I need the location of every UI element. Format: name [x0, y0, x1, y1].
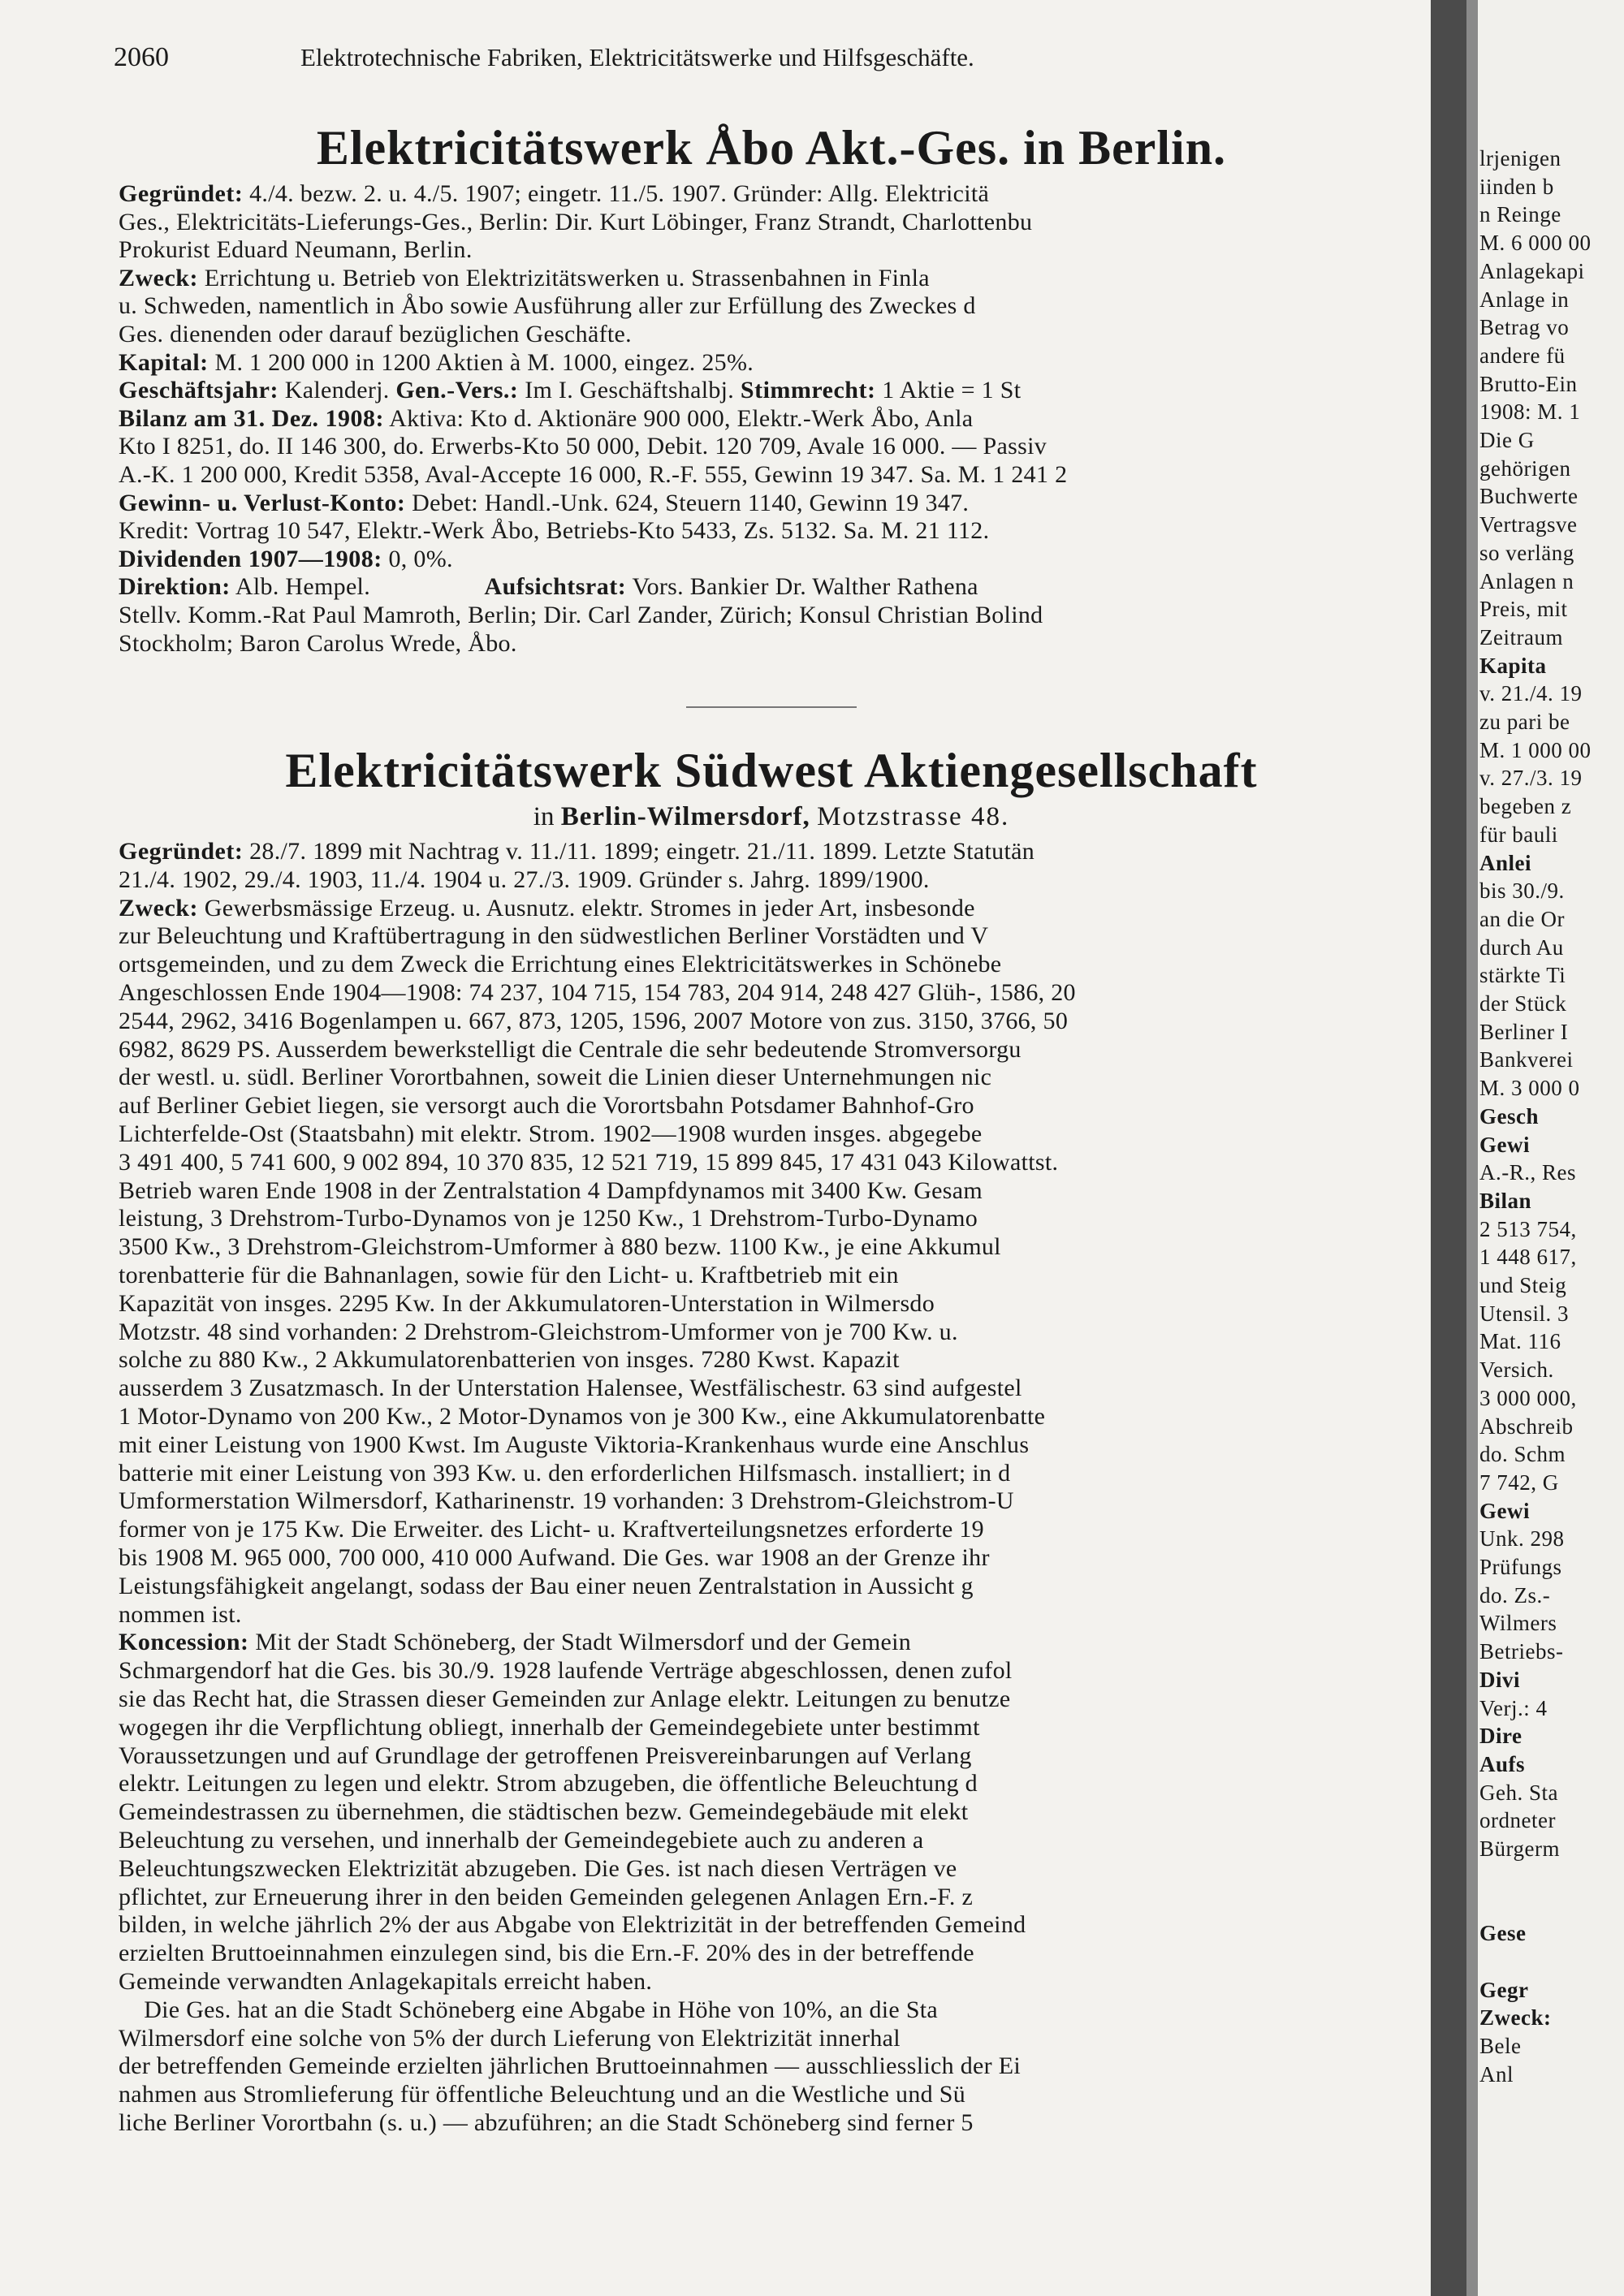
- text-line: [119, 1431, 1029, 1459]
- article-2-title: Elektricitätswerk Südwest Aktiengesellschaft: [285, 744, 1258, 797]
- text-line: [119, 1120, 983, 1148]
- field-text: former von je 175 Kw. Die Erweiter. des Licht- u. Kraftverteilungsnetzes erforderte 19: [119, 1516, 984, 1543]
- text-line: [119, 517, 989, 545]
- field-text: nahmen aus Stromlieferung für öffentliche Beleuchtung und an die Westliche und Sü: [119, 2081, 966, 2108]
- adjacent-page-line: M. 3 000 0: [1479, 1076, 1580, 1101]
- field-text: Kto I 8251, do. II 146 300, do. Erwerbs-Kto 50 000, Debit. 120 709, Avale 16 000. — Passiv: [119, 433, 1047, 460]
- text-line: [119, 377, 1021, 404]
- field-text: Kapazität von insges. 2295 Kw. In der Akkumulatoren-Unterstation in Wilmersdo: [119, 1289, 935, 1317]
- adjacent-page-line: Buchwerte: [1479, 484, 1579, 509]
- adjacent-page-line: bis 30./9.: [1479, 878, 1565, 904]
- adjacent-page-line: Bilan: [1479, 1188, 1532, 1213]
- adjacent-page-line: do. Schm: [1479, 1442, 1566, 1467]
- field-text: Umformerstation Wilmersdorf, Katharinenstr. 19 vorhanden: 3 Drehstrom-Gleichstrom-U: [119, 1487, 1014, 1515]
- adjacent-page-line: stärkte Ti: [1479, 963, 1566, 988]
- text-line: [119, 1460, 1010, 1487]
- adjacent-page-line: Zeitraum: [1479, 624, 1563, 650]
- adjacent-page-line: Anlagen n: [1479, 568, 1574, 593]
- adjacent-page-line: Berliner I: [1479, 1019, 1569, 1044]
- text-line: [119, 1770, 978, 1798]
- adjacent-page-line: Versich.: [1479, 1357, 1554, 1383]
- field-text: bis 1908 M. 965 000, 700 000, 410 000 Aufwand. Die Ges. war 1908 an der Grenze ihr: [119, 1544, 990, 1571]
- field-text: Stockholm; Baron Carolus Wrede, Åbo.: [119, 629, 517, 657]
- text-line: [119, 236, 473, 264]
- field-text: batterie mit einer Leistung von 393 Kw. u. den erforderlichen Hilfsmasch. installiert; in d: [119, 1459, 1011, 1487]
- running-head-title: Elektrotechnische Fabriken, Elektricitätswerke und Hilfsgeschäfte.: [300, 43, 974, 71]
- field-text: mit einer Leistung von 1900 Kwst. Im Auguste Viktoria-Krankenhaus wurde eine Anschlus: [119, 1431, 1030, 1458]
- text-line: [119, 1601, 242, 1629]
- text-line: [119, 349, 754, 377]
- text-line: [119, 2052, 1021, 2080]
- adjacent-page-line: Zweck:: [1479, 2005, 1552, 2031]
- field-text: bilden, in welche jährlich 2% der aus Abgabe von Elektrizität in der betreffenden Gemeind: [119, 1911, 1026, 1939]
- field-label: Gegründet:: [119, 838, 244, 865]
- field-text: Kredit: Vortrag 10 547, Elektr.-Werk Åbo, Betriebs-Kto 5433, Zs. 5132. Sa. M. 21 112.: [119, 517, 990, 545]
- text-line: [119, 1968, 652, 1996]
- adjacent-page-line: v. 21./4. 19: [1479, 681, 1583, 706]
- text-line: [119, 1008, 1068, 1035]
- article-2-subtitle: [114, 802, 1429, 832]
- field-text: 3 491 400, 5 741 600, 9 002 894, 10 370 835, 12 521 719, 15 899 845, 17 431 043 Kilowattst.: [119, 1148, 1059, 1176]
- adjacent-page-line: Gewi: [1479, 1498, 1530, 1523]
- adjacent-page-line: iinden b: [1479, 174, 1554, 199]
- adjacent-page-line: begeben z: [1479, 794, 1572, 819]
- adjacent-page-line: und Steig: [1479, 1273, 1567, 1297]
- adjacent-page-line: 1908: M. 1: [1479, 399, 1581, 425]
- adjacent-page-line: Die G: [1479, 428, 1535, 452]
- adjacent-page-line: Betrag vo: [1479, 315, 1570, 340]
- field-text: Wilmersdorf eine solche von 5% der durch Lieferung von Elektrizität innerhal: [119, 2024, 901, 2052]
- adjacent-page-line: 2 513 754,: [1479, 1216, 1577, 1241]
- adjacent-page-line: 7 742, G: [1479, 1470, 1559, 1495]
- text-line: [119, 1036, 1021, 1064]
- field-text: sie das Recht hat, die Strassen dieser Gemeinden zur Anlage elektr. Leitungen zu benutze: [119, 1685, 1011, 1712]
- subtitle-prefix: in: [533, 802, 555, 831]
- adjacent-page-line: M. 6 000 00: [1479, 231, 1592, 256]
- text-line: [119, 180, 989, 208]
- field-text: 3500 Kw., 3 Drehstrom-Gleichstrom-Umformer à 880 bezw. 1100 Kw., je eine Akkumul: [119, 1233, 1001, 1261]
- text-line: [119, 1911, 1026, 1939]
- adjacent-page-line: 3 000 000,: [1479, 1385, 1577, 1410]
- text-line: [119, 895, 975, 922]
- field-text: 21./4. 1902, 29./4. 1903, 11./4. 1904 u. 27./3. 1909. Gründer s. Jahrg. 1899/1900.: [119, 865, 930, 893]
- field-text: Gemeindestrassen zu übernehmen, die städtischen bezw. Gemeindegebäude mit elekt: [119, 1798, 969, 1826]
- text-line: [119, 1855, 957, 1883]
- field-text: Schmargendorf hat die Ges. bis 30./9. 1928 laufende Verträge abgeschlossen, denen zufol: [119, 1657, 1013, 1685]
- text-line: [119, 1996, 938, 2024]
- adjacent-page-line: an die Or: [1479, 906, 1565, 931]
- text-line: [119, 1714, 980, 1741]
- adjacent-page-line: Divi: [1479, 1667, 1521, 1692]
- field-label: Dividenden 1907—1908:: [119, 545, 382, 572]
- field-text: Lichterfelde-Ost (Staatsbahn) mit elektr. Strom. 1902—1908 wurden insges. abgegebe: [119, 1120, 983, 1147]
- field-text: 4./4. bezw. 2. u. 4./5. 1907; eingetr. 11./5. 1907. Gründer: Allg. Elektricitä: [243, 180, 990, 207]
- text-line: [119, 265, 930, 292]
- field-text: wogegen ihr die Verpflichtung obliegt, innerhalb der Gemeindegebiete unter bestimmt: [119, 1713, 980, 1741]
- field-text: Errichtung u. Betrieb von Elektrizitätswerken u. Strassenbahnen in Finla: [197, 264, 930, 291]
- adjacent-page-line: Anl: [1479, 2061, 1514, 2087]
- text-line: [119, 2081, 965, 2108]
- text-line: [119, 1375, 1022, 1402]
- text-line: [119, 546, 453, 573]
- adjacent-page-line: Wilmers: [1479, 1611, 1557, 1636]
- adjacent-page-line: Brutto-Ein: [1479, 371, 1578, 396]
- field-text: Prokurist Eduard Neumann, Berlin.: [119, 236, 473, 264]
- adjacent-page-line: der Stück: [1479, 991, 1567, 1016]
- adjacent-page-line: Abschreib: [1479, 1413, 1574, 1439]
- adjacent-page-line: ordneter: [1479, 1808, 1556, 1833]
- field-text: 1 Aktie = 1 St: [875, 377, 1021, 404]
- subtitle-city: Berlin-Wilmersdorf,: [560, 802, 810, 831]
- adjacent-page-line: Geh. Sta: [1479, 1780, 1558, 1805]
- adjacent-page-line: Verj.: 4: [1479, 1695, 1548, 1720]
- field-text: Alb. Hempel.: [230, 573, 485, 601]
- text-line: [119, 1092, 974, 1120]
- text-line: [119, 209, 1032, 236]
- text-line: [119, 1629, 911, 1656]
- adjacent-page-line: andere fü: [1479, 343, 1566, 368]
- field-label: Direktion:: [119, 573, 231, 601]
- text-line: [119, 573, 978, 601]
- text-line: [119, 1177, 983, 1205]
- text-line: [119, 951, 1001, 978]
- field-text: Debet: Handl.-Unk. 624, Steuern 1140, Gewinn 19 347.: [405, 489, 970, 516]
- text-line: [119, 1318, 958, 1346]
- adjacent-page-line: Bele: [1479, 2033, 1522, 2058]
- field-label: Gewinn- u. Verlust-Konto:: [119, 489, 406, 516]
- field-text: Gemeinde verwandten Anlagekapitals erreicht haben.: [119, 1968, 653, 1995]
- field-text: Motzstr. 48 sind vorhanden: 2 Drehstrom-Gleichstrom-Umformer von je 700 Kw. u.: [119, 1318, 958, 1345]
- field-text: Kalenderj.: [278, 377, 396, 404]
- field-text: Leistungsfähigkeit angelangt, sodass der Bau einer neuen Zentralstation in Aussicht g: [119, 1572, 974, 1599]
- adjacent-page-line: Vertragsve: [1479, 512, 1578, 537]
- text-line: [119, 1346, 900, 1374]
- field-label: Gen.-Vers.:: [395, 377, 519, 404]
- article-1-title: Elektricitätswerk Åbo Akt.-Ges. in Berlin.: [316, 121, 1227, 175]
- adjacent-page-line: A.-R., Res: [1479, 1160, 1576, 1185]
- field-text: der betreffenden Gemeinde erzielten jährlichen Bruttoeinnahmen — ausschliesslich der Ei: [119, 2052, 1021, 2080]
- field-text: Ges. dienenden oder darauf bezüglichen Geschäfte.: [119, 321, 632, 347]
- book-gutter-shadow: [1466, 0, 1478, 2296]
- adjacent-page-line: Anlagekapi: [1479, 258, 1585, 283]
- field-text: M. 1 200 000 in 1200 Aktien à M. 1000, eingez. 25%.: [208, 348, 754, 376]
- field-label: Bilanz am 31. Dez. 1908:: [119, 404, 384, 432]
- field-label: Kapital:: [119, 348, 209, 376]
- text-line: [119, 1657, 1013, 1685]
- field-label: Aufsichtsrat:: [484, 573, 627, 601]
- field-text: u. Schweden, namentlich in Åbo sowie Ausführung aller zur Erfüllung des Zweckes d: [119, 292, 976, 320]
- adjacent-page-line: Betriebs-: [1479, 1639, 1564, 1664]
- field-text: Aktiva: Kto d. Aktionäre 900 000, Elektr.-Werk Åbo, Anla: [383, 404, 974, 432]
- adjacent-page-line: gehörigen: [1479, 455, 1571, 481]
- adjacent-page-line: Preis, mit: [1479, 597, 1568, 622]
- field-text: Beleuchtung zu versehen, und innerhalb der Gemeindegebiete auch zu anderen a: [119, 1827, 924, 1854]
- text-line: [119, 292, 976, 320]
- text-line: [119, 1487, 1014, 1515]
- field-label: Koncession:: [119, 1629, 249, 1656]
- text-line: [119, 490, 969, 517]
- text-line: [119, 1940, 974, 1967]
- text-line: [119, 1742, 972, 1770]
- adjacent-page-line: Bürgerm: [1479, 1836, 1560, 1861]
- field-text: Die Ges. hat an die Stadt Schöneberg eine Abgabe in Höhe von 10%, an die Sta: [119, 1996, 939, 2023]
- field-text: Beleuchtungszwecken Elektrizität abzugeben. Die Ges. ist nach diesen Verträgen ve: [119, 1854, 957, 1882]
- adjacent-page-line: Gesch: [1479, 1103, 1539, 1129]
- text-line: [119, 1573, 974, 1600]
- text-line: [119, 1544, 990, 1572]
- field-label: Stimmrecht:: [740, 377, 876, 404]
- adjacent-page-line: lrjenigen: [1479, 146, 1561, 170]
- adjacent-page-line: Anlage in: [1479, 287, 1570, 312]
- field-text: liche Berliner Vorortbahn (s. u.) — abzuführen; an die Stadt Schöneberg sind ferner 5: [119, 2109, 974, 2136]
- field-text: 1 Motor-Dynamo von 200 Kw., 2 Motor-Dynamos von je 300 Kw., eine Akkumulatorenbatte: [119, 1403, 1046, 1430]
- adjacent-page-line: Aufs: [1479, 1751, 1526, 1776]
- text-line: [119, 1262, 899, 1289]
- adjacent-page-line: Kapita: [1479, 653, 1547, 678]
- field-text: Stellv. Komm.-Rat Paul Mamroth, Berlin; Dir. Carl Zander, Zürich; Konsul Christian Bolind: [119, 602, 1043, 628]
- field-text: Im I. Geschäftshalbj.: [518, 377, 741, 404]
- adjacent-page-line: 1 448 617,: [1479, 1245, 1577, 1270]
- field-label: Zweck:: [119, 264, 198, 291]
- adjacent-page-line: Prüfungs: [1479, 1555, 1562, 1579]
- text-line: [119, 2025, 901, 2052]
- field-text: elektr. Leitungen zu legen und elektr. Strom abzugeben, die öffentliche Beleuchtung d: [119, 1770, 978, 1798]
- field-text: solche zu 880 Kw., 2 Akkumulatorenbatterien von insges. 7280 Kwst. Kapazit: [119, 1346, 900, 1374]
- adjacent-page-line: zu pari be: [1479, 710, 1570, 734]
- field-text: Gewerbsmässige Erzeug. u. Ausnutz. elektr. Stromes in jeder Art, insbesonde: [197, 894, 975, 921]
- text-line: [119, 1149, 1058, 1176]
- adjacent-page-line: do. Zs.-: [1479, 1582, 1551, 1608]
- field-text: Betrieb waren Ende 1908 in der Zentralstation 4 Dampfdynamos mit 3400 Kw. Gesam: [119, 1176, 983, 1204]
- field-text: 28./7. 1899 mit Nachtrag v. 11./11. 1899; eingetr. 21./11. 1899. Letzte Statutän: [243, 838, 1035, 865]
- text-line: [119, 1685, 1011, 1713]
- text-line: [119, 321, 632, 348]
- adjacent-page-line: so verläng: [1479, 540, 1574, 565]
- adjacent-page-line: Mat. 116: [1479, 1329, 1561, 1354]
- field-label: Geschäftsjahr:: [119, 377, 279, 404]
- adjacent-page-line: Gegr: [1479, 1977, 1529, 2002]
- field-label: Gegründet:: [119, 180, 244, 207]
- field-text: 6982, 8629 PS. Ausserdem bewerkstelligt die Centrale die sehr bedeutende Stromversorgu: [119, 1035, 1021, 1063]
- text-line: [119, 1290, 935, 1318]
- text-line: [119, 1403, 1045, 1431]
- adjacent-page-line: M. 1 000 00: [1479, 737, 1592, 762]
- text-line: [119, 461, 1067, 489]
- text-line: [119, 602, 1043, 629]
- adjacent-page-line: n Reinge: [1479, 202, 1561, 227]
- adjacent-page-line: Utensil. 3: [1479, 1301, 1569, 1326]
- field-text: zur Beleuchtung und Kraftübertragung in den südwestlichen Berliner Vorstädten und V: [119, 922, 989, 950]
- book-gutter: [1431, 0, 1466, 2296]
- field-text: A.-K. 1 200 000, Kredit 5358, Aval-Accepte 16 000, R.-F. 555, Gewinn 19 347. Sa. M. 1 241 2: [119, 461, 1068, 488]
- adjacent-page-line: Unk. 298: [1479, 1526, 1565, 1552]
- adjacent-page-line: Dire: [1479, 1724, 1522, 1749]
- adjacent-page-line: durch Au: [1479, 934, 1564, 960]
- adjacent-page-line: Bankverei: [1479, 1047, 1574, 1072]
- text-line: [119, 979, 1076, 1007]
- text-line: [119, 405, 973, 433]
- text-line: [119, 1798, 968, 1826]
- field-text: Voraussetzungen und auf Grundlage der getroffenen Preisvereinbarungen auf Verlang: [119, 1741, 972, 1769]
- text-line: [119, 1205, 978, 1232]
- field-text: pflichtet, zur Erneuerung ihrer in den beiden Gemeinden gelegenen Anlagen Ern.-F. z: [119, 1883, 974, 1910]
- field-text: 0, 0%.: [382, 545, 453, 572]
- field-text: Ges., Elektricitäts-Lieferungs-Ges., Berlin: Dir. Kurt Löbinger, Franz Strandt, Charlottenbu: [119, 208, 1033, 235]
- field-text: leistung, 3 Drehstrom-Turbo-Dynamos von je 1250 Kw., 1 Drehstrom-Turbo-Dynamo: [119, 1205, 978, 1232]
- text-line: [119, 1516, 984, 1543]
- field-text: torenbatterie für die Bahnanlagen, sowie für den Licht- u. Kraftbetrieb mit ein: [119, 1262, 899, 1288]
- text-line: [119, 922, 988, 950]
- field-text: erzielten Bruttoeinnahmen einzulegen sind, bis die Ern.-F. 20% des in der betreffende: [119, 1940, 974, 1967]
- text-line: [119, 433, 1047, 460]
- text-line: [119, 1233, 1001, 1261]
- page-number: 2060: [114, 42, 169, 72]
- field-text: ortsgemeinden, und zu dem Zweck die Errichtung eines Elektricitätswerkes in Schönebe: [119, 951, 1002, 978]
- field-text: ausserdem 3 Zusatzmasch. In der Unterstation Halensee, Westfälischestr. 63 sind aufgestel: [119, 1375, 1022, 1402]
- adjacent-page-line: Anlei: [1479, 850, 1532, 875]
- field-text: Mit der Stadt Schöneberg, der Stadt Wilmersdorf und der Gemein: [248, 1629, 912, 1656]
- field-text: Vors. Bankier Dr. Walther Rathena: [626, 573, 978, 601]
- field-text: nommen ist.: [119, 1600, 242, 1628]
- field-text: auf Berliner Gebiet liegen, sie versorgt auch die Vorortsbahn Potsdamer Bahnhof-Gro: [119, 1092, 974, 1120]
- field-text: 2544, 2962, 3416 Bogenlampen u. 667, 873, 1205, 1596, 2007 Motore von zus. 3150, 3766, 50: [119, 1007, 1069, 1034]
- text-line: [119, 2109, 974, 2137]
- text-line: [119, 838, 1034, 865]
- text-line: [119, 630, 517, 658]
- adjacent-page-column: [1479, 0, 1624, 2296]
- field-text: Angeschlossen Ende 1904—1908: 74 237, 104 715, 154 783, 204 914, 248 427 Glüh-, 1586, 20: [119, 979, 1076, 1006]
- section-divider: [686, 706, 857, 708]
- text-line: [119, 1884, 973, 1911]
- adjacent-page-line: Gewi: [1479, 1132, 1530, 1157]
- subtitle-street: Motzstrasse 48.: [817, 802, 1010, 831]
- text-line: [119, 1827, 924, 1854]
- adjacent-page-line: Gese: [1479, 1921, 1527, 1946]
- field-label: Zweck:: [119, 894, 198, 921]
- running-head: [114, 42, 1429, 73]
- adjacent-page-line: für bauli: [1479, 822, 1558, 847]
- text-line: [119, 1064, 991, 1091]
- text-line: [119, 866, 930, 894]
- adjacent-page-line: v. 27./3. 19: [1479, 766, 1583, 791]
- field-text: der westl. u. südl. Berliner Vorortbahnen, soweit die Linien dieser Unternehmungen nic: [119, 1064, 992, 1091]
